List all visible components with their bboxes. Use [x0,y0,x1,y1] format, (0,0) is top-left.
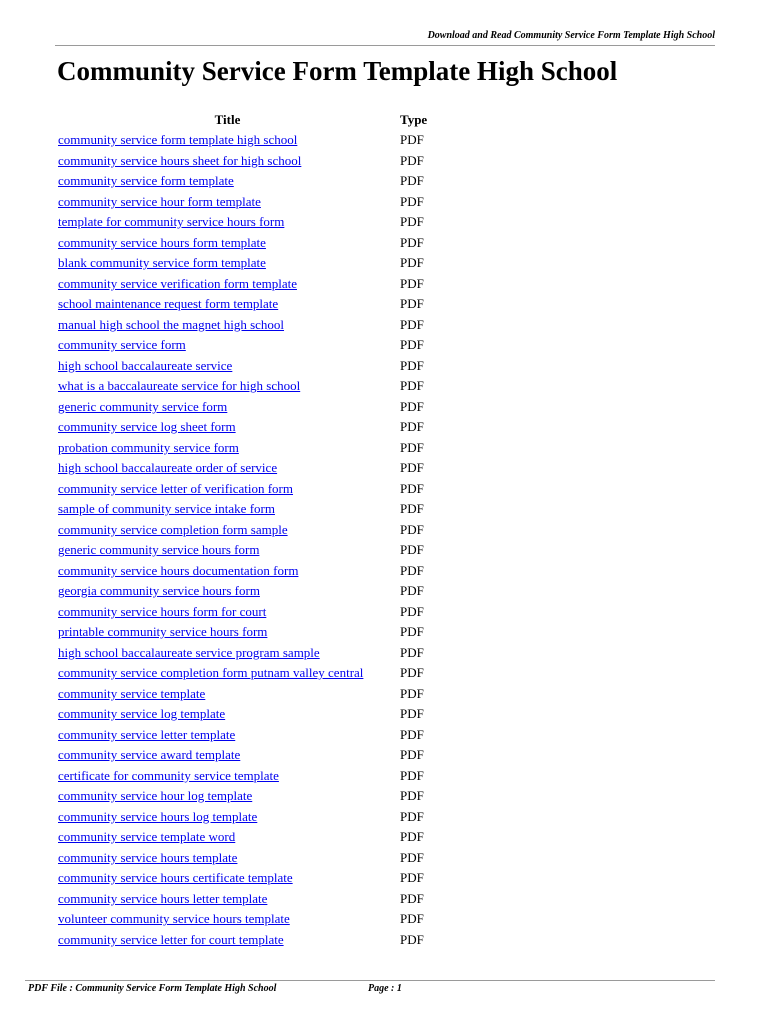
title-cell [55,335,400,356]
document-link[interactable]: community service letter template [58,726,236,742]
type-cell: PDF [400,378,424,394]
table-row [55,745,427,766]
document-link[interactable]: community service hours form template [58,234,266,250]
table-row [55,930,427,951]
type-cell: PDF [400,234,424,250]
table-row [55,868,427,889]
document-link[interactable]: community service form template high school [58,132,298,148]
type-cell: PDF [400,337,424,353]
title-cell [55,684,400,705]
title-cell [55,622,400,643]
type-cell: PDF [400,788,424,804]
title-cell [55,192,400,213]
table-row [55,479,427,500]
type-cell: PDF [400,808,424,824]
footer-file-label: PDF File : Community Service Form Template High School [28,983,277,994]
type-cell: PDF [400,562,424,578]
document-link[interactable]: community service verification form template [58,275,297,291]
table-row [55,499,427,520]
type-cell: PDF [400,521,424,537]
table-row [55,581,427,602]
title-cell [55,643,400,664]
document-link[interactable]: blank community service form template [58,255,266,271]
table-row [55,417,427,438]
table-row [55,725,427,746]
table-row [55,458,427,479]
title-cell [55,766,400,787]
type-cell: PDF [400,644,424,660]
title-cell [55,274,400,295]
column-header-title: Title [214,112,241,127]
type-cell: PDF [400,767,424,783]
type-cell: PDF [400,132,424,148]
table-row [55,151,427,172]
document-link[interactable]: community service letter of verification form [58,480,293,496]
title-cell [55,253,400,274]
document-link[interactable]: community service hours log template [58,808,258,824]
document-link[interactable]: community service hours documentation form [58,562,299,578]
page-title: Community Service Form Template High School [57,56,618,86]
table-row [55,684,427,705]
title-cell [55,356,400,377]
document-link[interactable]: certificate for community service template [58,767,279,783]
title-cell [55,458,400,479]
title-cell [55,315,400,336]
table-row [55,397,427,418]
document-link[interactable]: community service hours sheet for high school [58,152,302,168]
table-row [55,192,427,213]
title-cell [55,499,400,520]
title-cell [55,663,400,684]
document-link[interactable]: community service hour form template [58,193,261,209]
table-row [55,643,427,664]
document-link[interactable]: community service letter for court template [58,931,284,947]
document-table [55,110,427,950]
title-cell [55,151,400,172]
table-row [55,602,427,623]
document-link[interactable]: community service hour log template [58,788,253,804]
title-cell [55,130,400,151]
table-row [55,438,427,459]
table-row [55,335,427,356]
table-row [55,540,427,561]
type-cell: PDF [400,624,424,640]
table-row [55,766,427,787]
type-cell: PDF [400,931,424,947]
title-cell [55,704,400,725]
table-row [55,520,427,541]
document-link[interactable]: community service hours certificate template [58,870,293,886]
document-link[interactable]: probation community service form [58,439,239,455]
title-cell [55,868,400,889]
table-row [55,561,427,582]
title-cell [55,520,400,541]
table-body [55,130,427,950]
document-link[interactable]: community service hours form for court [58,603,267,619]
document-link[interactable]: printable community service hours form [58,624,268,640]
type-cell: PDF [400,152,424,168]
table-row [55,827,427,848]
table-row [55,848,427,869]
type-cell: PDF [400,603,424,619]
document-link[interactable]: high school baccalaureate service program sample [58,644,320,660]
type-cell: PDF [400,829,424,845]
document-link[interactable]: manual high school the magnet high school [58,316,285,332]
document-link[interactable]: what is a baccalaureate service for high school [58,378,301,394]
title-cell [55,397,400,418]
table-row [55,704,427,725]
document-link[interactable]: community service template [58,685,206,701]
table-row [55,130,427,151]
page-header: Download and Read Community Service Form Template High School [427,30,715,41]
title-cell [55,745,400,766]
document-link[interactable]: georgia community service hours form [58,583,260,599]
document-link[interactable]: high school baccalaureate service [58,357,233,373]
title-cell [55,417,400,438]
type-cell: PDF [400,849,424,865]
document-link[interactable]: community service form [58,337,186,353]
document-link[interactable]: high school baccalaureate order of service [58,460,278,476]
title-cell [55,930,400,951]
type-cell: PDF [400,480,424,496]
table-row [55,233,427,254]
title-cell [55,807,400,828]
table-row [55,212,427,233]
table-row [55,786,427,807]
type-cell: PDF [400,542,424,558]
table-row [55,356,427,377]
title-cell [55,233,400,254]
document-link[interactable]: community service form template [58,173,234,189]
type-cell: PDF [400,316,424,332]
document-link[interactable]: community service template word [58,829,236,845]
type-cell: PDF [400,870,424,886]
document-link[interactable]: sample of community service intake form [58,501,275,517]
document-link[interactable]: generic community service form [58,398,228,414]
footer-page-number: Page : 1 [368,983,402,994]
footer-divider [25,980,715,981]
table-row [55,171,427,192]
column-header-type: Type [400,112,428,127]
title-cell [55,602,400,623]
type-cell: PDF [400,665,424,681]
type-cell: PDF [400,275,424,291]
table-row [55,889,427,910]
title-cell [55,848,400,869]
type-cell: PDF [400,193,424,209]
title-cell [55,827,400,848]
type-cell: PDF [400,890,424,906]
table-row [55,274,427,295]
table-row [55,315,427,336]
type-cell: PDF [400,501,424,517]
table-row [55,909,427,930]
document-link[interactable]: community service hours template [58,849,238,865]
type-cell: PDF [400,398,424,414]
title-cell [55,376,400,397]
table-row [55,253,427,274]
type-cell: PDF [400,685,424,701]
title-cell [55,561,400,582]
type-cell: PDF [400,419,424,435]
type-cell: PDF [400,173,424,189]
document-link[interactable]: community service completion form sample [58,521,288,537]
type-cell: PDF [400,460,424,476]
title-cell [55,889,400,910]
document-link[interactable]: volunteer community service hours template [58,911,290,927]
document-link[interactable]: community service log sheet form [58,419,236,435]
title-cell [55,581,400,602]
type-cell: PDF [400,214,424,230]
type-cell: PDF [400,911,424,927]
table-row [55,294,427,315]
title-cell [55,479,400,500]
document-link[interactable]: community service hours letter template [58,890,268,906]
title-cell [55,212,400,233]
title-cell [55,540,400,561]
title-cell [55,786,400,807]
table-row [55,663,427,684]
title-cell [55,294,400,315]
type-cell: PDF [400,296,424,312]
title-cell [55,438,400,459]
type-cell: PDF [400,726,424,742]
type-cell: PDF [400,255,424,271]
type-cell: PDF [400,747,424,763]
document-link[interactable]: community service log template [58,706,226,722]
title-cell [55,909,400,930]
document-link[interactable]: school maintenance request form template [58,296,279,312]
table-row [55,376,427,397]
document-link[interactable]: community service completion form putnam valley central [58,665,364,681]
type-cell: PDF [400,439,424,455]
table-row [55,807,427,828]
table-header-row [55,110,427,130]
table-row [55,622,427,643]
type-cell: PDF [400,706,424,722]
title-cell [55,171,400,192]
document-link[interactable]: template for community service hours form [58,214,285,230]
document-link[interactable]: generic community service hours form [58,542,260,558]
document-link[interactable]: community service award template [58,747,241,763]
type-cell: PDF [400,583,424,599]
type-cell: PDF [400,357,424,373]
header-divider [55,45,715,46]
title-cell [55,725,400,746]
